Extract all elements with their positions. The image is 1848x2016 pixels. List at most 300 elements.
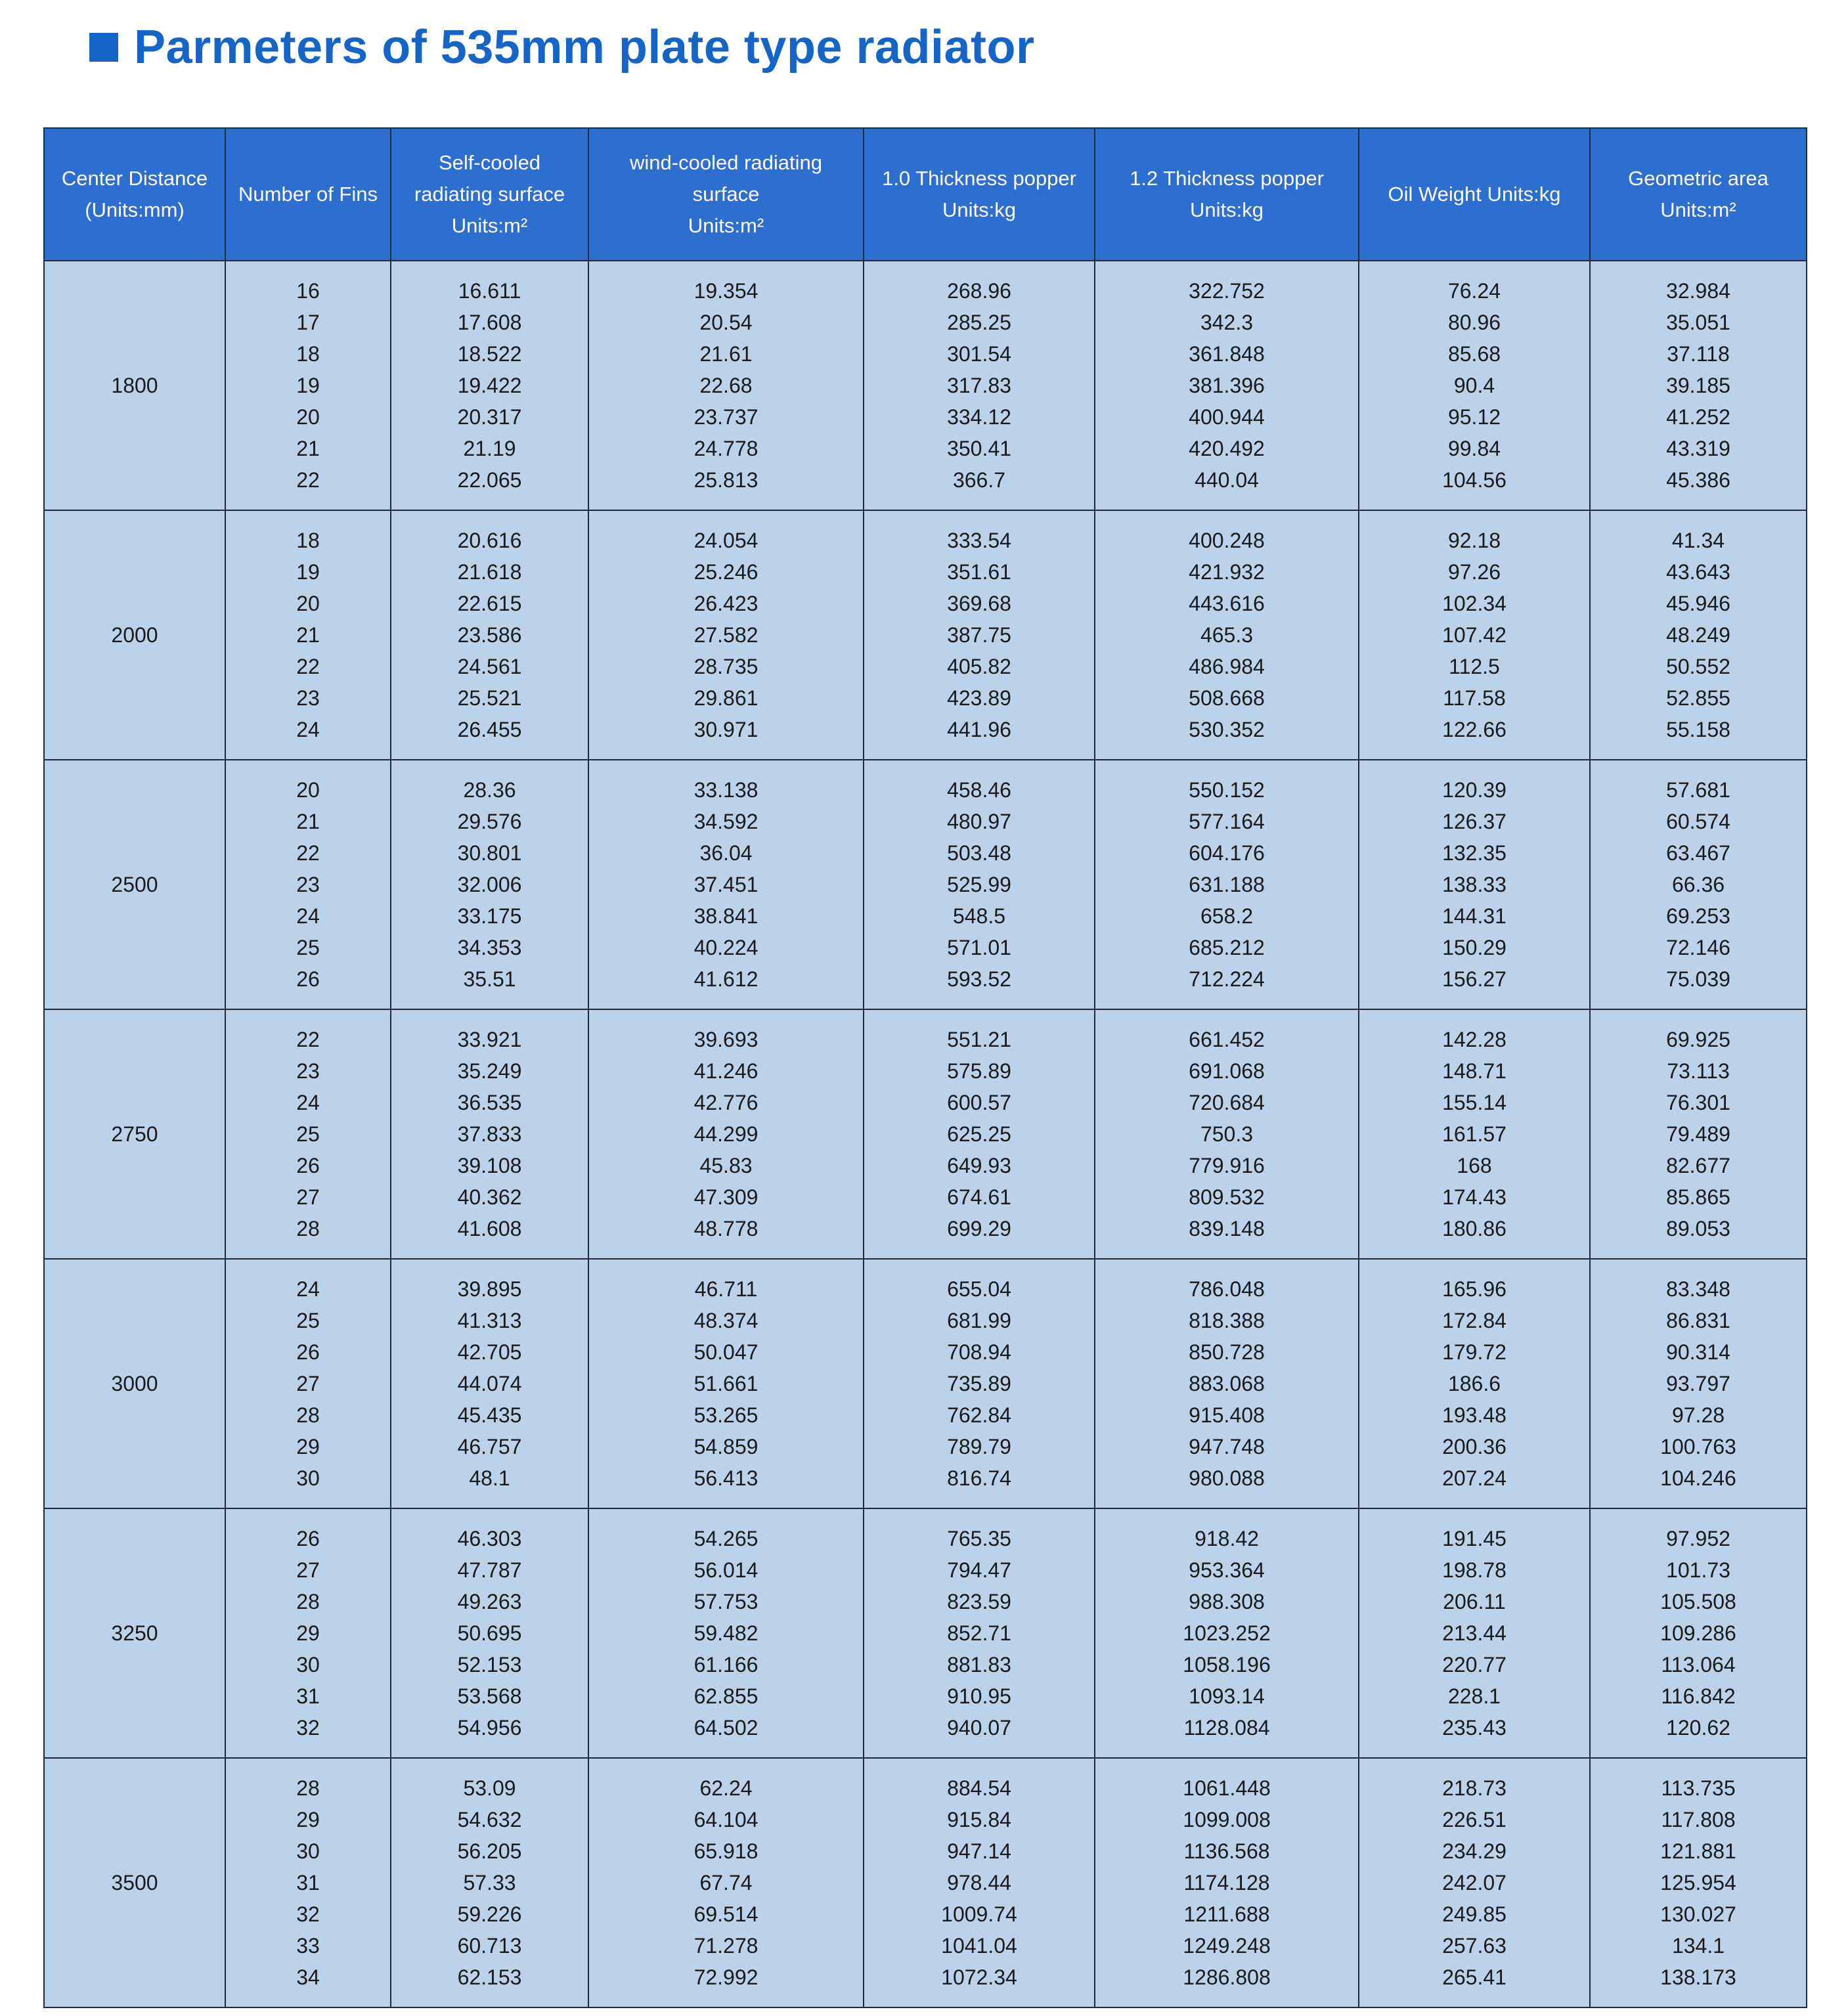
value: 978.44	[947, 1871, 1011, 1895]
oil-weight-cell	[1359, 261, 1590, 510]
value: 940.07	[947, 1716, 1011, 1740]
value: 884.54	[947, 1776, 1011, 1800]
value: 852.71	[947, 1621, 1011, 1645]
value: 915.84	[947, 1808, 1011, 1831]
value: 155.14	[1442, 1091, 1507, 1114]
value: 50.047	[693, 1340, 759, 1364]
value: 30	[296, 1653, 320, 1676]
value: 113.064	[1661, 1653, 1736, 1676]
value: 107.42	[1442, 623, 1507, 647]
value: 530.352	[1189, 718, 1265, 741]
value: 105.508	[1660, 1590, 1736, 1613]
header-line: 1.0 Thickness popper	[882, 167, 1076, 190]
value: 19.422	[457, 374, 522, 397]
value: 104.246	[1660, 1466, 1736, 1490]
value: 52.855	[1666, 686, 1730, 710]
value: 24	[296, 904, 320, 928]
value: 65.918	[693, 1839, 759, 1863]
value-list	[865, 525, 1093, 745]
value: 334.12	[947, 405, 1011, 429]
value: 18.522	[457, 342, 522, 366]
value: 883.068	[1189, 1372, 1265, 1395]
value: 720.684	[1189, 1091, 1265, 1114]
value: 317.83	[947, 374, 1011, 397]
value: 27.582	[693, 623, 759, 647]
value: 67.74	[699, 1871, 753, 1895]
value: 191.45	[1442, 1527, 1507, 1550]
value: 22	[296, 468, 320, 492]
value: 27	[296, 1558, 320, 1582]
value: 366.7	[952, 468, 1006, 492]
geometric-area-cell	[1590, 760, 1807, 1009]
value: 816.74	[947, 1466, 1011, 1490]
value: 20	[296, 405, 320, 429]
value: 40.362	[457, 1185, 522, 1209]
value: 48.1	[469, 1466, 510, 1490]
value: 333.54	[947, 529, 1011, 552]
value: 50.695	[457, 1621, 522, 1645]
center-distance-cell: 2000	[44, 510, 225, 760]
value: 62.24	[699, 1776, 753, 1800]
value: 82.677	[1666, 1154, 1730, 1177]
value: 750.3	[1200, 1122, 1254, 1146]
value: 242.07	[1442, 1871, 1507, 1895]
value: 23	[296, 873, 320, 896]
value: 20.54	[699, 311, 753, 334]
self-cooled-cell	[391, 1508, 588, 1758]
value: 69.253	[1666, 904, 1730, 928]
value: 156.27	[1442, 967, 1507, 991]
center-distance-cell: 2500	[44, 760, 225, 1009]
value: 24	[296, 718, 320, 741]
value: 76.301	[1666, 1091, 1730, 1114]
geometric-area-cell	[1590, 1009, 1807, 1259]
value: 235.43	[1442, 1716, 1507, 1740]
value: 41.313	[457, 1309, 522, 1332]
value: 655.04	[947, 1277, 1011, 1301]
value: 658.2	[1200, 904, 1254, 928]
value-list	[227, 275, 389, 496]
value: 26	[296, 967, 320, 991]
header-line: Units:kg	[942, 198, 1016, 221]
self-cooled-cell	[391, 1758, 588, 2007]
value: 322.752	[1189, 279, 1265, 303]
self-cooled-header	[391, 128, 588, 261]
value-list	[227, 1273, 389, 1494]
value: 850.728	[1189, 1340, 1265, 1364]
value: 41.252	[1666, 405, 1730, 429]
value: 32	[296, 1902, 320, 1926]
value: 21	[296, 623, 320, 647]
fins-cell	[225, 1259, 391, 1508]
value-list	[1591, 1523, 1805, 1743]
value: 779.916	[1189, 1154, 1265, 1177]
value: 86.831	[1666, 1309, 1730, 1332]
value: 26	[296, 1340, 320, 1364]
wind-cooled-cell	[588, 261, 864, 510]
value: 75.039	[1666, 967, 1730, 991]
value-list	[392, 774, 587, 995]
wind-cooled-cell	[588, 1009, 864, 1259]
value: 59.226	[457, 1902, 522, 1926]
value: 218.73	[1442, 1776, 1507, 1800]
value: 268.96	[947, 279, 1011, 303]
value-list	[392, 275, 587, 496]
value: 37.833	[457, 1122, 522, 1146]
value: 423.89	[947, 686, 1011, 710]
value: 36.04	[699, 841, 753, 865]
value: 1093.14	[1189, 1684, 1265, 1708]
value: 685.212	[1189, 936, 1265, 959]
center-distance-header	[44, 128, 225, 261]
center-distance-cell: 1800	[44, 261, 225, 510]
oil-weight-cell	[1359, 510, 1590, 760]
value: 818.388	[1189, 1309, 1265, 1332]
value: 45.435	[457, 1403, 522, 1427]
value: 228.1	[1447, 1684, 1501, 1708]
value: 20	[296, 778, 320, 802]
value: 62.855	[693, 1684, 759, 1708]
value: 20.616	[457, 529, 522, 552]
value: 90.314	[1666, 1340, 1730, 1364]
value: 41.612	[693, 967, 759, 991]
value: 198.78	[1442, 1558, 1507, 1582]
value: 19	[296, 374, 320, 397]
value: 28	[296, 1217, 320, 1240]
value: 57.33	[463, 1871, 516, 1895]
value: 809.532	[1189, 1185, 1265, 1209]
header-line: (Units:mm)	[85, 198, 185, 221]
value: 22	[296, 655, 320, 678]
page-title	[89, 14, 1035, 80]
value: 73.113	[1667, 1059, 1730, 1083]
self-cooled-cell	[391, 1009, 588, 1259]
value: 63.467	[1666, 841, 1730, 865]
value: 35.249	[457, 1059, 522, 1083]
value: 117.58	[1443, 686, 1506, 710]
value: 18	[296, 342, 320, 366]
value: 26	[296, 1527, 320, 1550]
value: 27	[296, 1372, 320, 1395]
value: 29.861	[693, 686, 759, 710]
value: 22	[296, 1028, 320, 1051]
value: 794.47	[947, 1558, 1011, 1582]
value: 37.118	[1667, 342, 1730, 366]
value: 72.146	[1666, 936, 1730, 959]
value: 39.693	[693, 1028, 759, 1051]
header-line: Number of Fins	[238, 183, 378, 206]
value-list	[590, 1024, 862, 1244]
value: 150.29	[1442, 936, 1507, 959]
table-row	[44, 1508, 1807, 1758]
value: 207.24	[1442, 1466, 1507, 1490]
value: 29	[296, 1808, 320, 1831]
value-list	[227, 1772, 389, 1993]
geometric-area-cell	[1590, 510, 1807, 760]
wind-cooled-cell	[588, 1508, 864, 1758]
value: 39.185	[1666, 374, 1730, 397]
header-line: surface	[692, 183, 760, 206]
value: 691.068	[1189, 1059, 1265, 1083]
oil-weight-header	[1359, 128, 1590, 261]
value: 24.778	[693, 437, 759, 460]
value: 112.5	[1449, 655, 1500, 678]
value: 31	[296, 1684, 320, 1708]
value: 39.108	[457, 1154, 522, 1177]
title-square-bullet	[89, 33, 118, 62]
value: 17.608	[457, 311, 522, 334]
value-list	[590, 275, 862, 496]
value: 25.813	[693, 468, 759, 492]
header-line: radiating surface	[414, 183, 565, 206]
value: 33.921	[457, 1028, 522, 1051]
value: 95.12	[1447, 405, 1501, 429]
value: 1249.248	[1183, 1934, 1271, 1958]
value: 301.54	[947, 342, 1011, 366]
value: 179.72	[1442, 1340, 1507, 1364]
value: 53.568	[457, 1684, 522, 1708]
value: 206.11	[1443, 1590, 1506, 1613]
value: 249.85	[1442, 1902, 1507, 1926]
table-row	[44, 1259, 1807, 1508]
value: 34.592	[693, 810, 759, 833]
value: 674.61	[947, 1185, 1011, 1209]
thickness-1-2-cell	[1095, 1758, 1359, 2007]
value: 25	[296, 1309, 320, 1332]
value-list	[1096, 1523, 1357, 1743]
value: 113.735	[1661, 1776, 1736, 1800]
value: 24	[296, 1277, 320, 1301]
thickness-1-2-header	[1095, 128, 1359, 261]
value: 712.224	[1189, 967, 1265, 991]
value: 786.048	[1189, 1277, 1265, 1301]
value-list	[865, 774, 1093, 995]
value: 20	[296, 592, 320, 615]
value: 486.984	[1189, 655, 1265, 678]
value: 117.808	[1661, 1808, 1736, 1831]
value: 649.93	[947, 1154, 1011, 1177]
value: 41.608	[457, 1217, 522, 1240]
value: 97.26	[1447, 560, 1501, 584]
value: 443.616	[1189, 592, 1265, 615]
value: 22.68	[699, 374, 753, 397]
value: 405.82	[947, 655, 1011, 678]
value: 46.711	[694, 1277, 758, 1301]
geometric-area-cell	[1590, 1508, 1807, 1758]
value: 56.205	[457, 1839, 522, 1863]
thickness-1-0-cell	[864, 760, 1095, 1009]
value: 97.952	[1666, 1527, 1730, 1550]
value: 19.354	[693, 279, 759, 303]
value-list	[1591, 1273, 1805, 1494]
value: 577.164	[1189, 810, 1265, 833]
wind-cooled-header	[588, 128, 864, 261]
value: 30.801	[457, 841, 522, 865]
value: 29	[296, 1435, 320, 1458]
value: 85.865	[1666, 1185, 1730, 1209]
value: 548.5	[952, 904, 1006, 928]
value-list	[227, 1024, 389, 1244]
header-line: wind-cooled radiating	[630, 151, 822, 174]
value: 60.713	[457, 1934, 522, 1958]
value: 97.28	[1671, 1403, 1725, 1427]
value: 420.492	[1189, 437, 1265, 460]
value: 30.971	[693, 718, 759, 741]
value: 735.89	[947, 1372, 1011, 1395]
value: 18	[296, 529, 320, 552]
value: 62.153	[457, 1965, 522, 1989]
thickness-1-0-header	[864, 128, 1095, 261]
value: 34.353	[457, 936, 522, 959]
value: 257.63	[1442, 1934, 1507, 1958]
thickness-1-2-cell	[1095, 1259, 1359, 1508]
value: 29.576	[457, 810, 522, 833]
value: 122.66	[1442, 718, 1507, 741]
value: 22	[296, 841, 320, 865]
thickness-1-2-cell	[1095, 760, 1359, 1009]
value-list	[227, 1523, 389, 1743]
value: 100.763	[1660, 1435, 1736, 1458]
value: 503.48	[947, 841, 1011, 865]
value: 604.176	[1189, 841, 1265, 865]
value-list	[1096, 1024, 1357, 1244]
value: 104.56	[1442, 468, 1507, 492]
value: 36.535	[457, 1091, 522, 1114]
value-list	[1591, 1772, 1805, 1993]
value: 125.954	[1660, 1871, 1736, 1895]
value: 134.1	[1671, 1934, 1725, 1958]
radiator-parameters-table	[43, 127, 1807, 2008]
value: 32.006	[457, 873, 522, 896]
value: 120.62	[1666, 1716, 1730, 1740]
value: 21	[296, 810, 320, 833]
value: 947.748	[1189, 1435, 1265, 1458]
value: 20.317	[457, 405, 522, 429]
value-list	[392, 1273, 587, 1494]
value: 220.77	[1442, 1653, 1507, 1676]
value: 708.94	[947, 1340, 1011, 1364]
fins-cell	[225, 510, 391, 760]
value: 35.051	[1666, 311, 1730, 334]
value: 99.84	[1447, 437, 1501, 460]
center-distance-cell: 3000	[44, 1259, 225, 1508]
value: 165.96	[1442, 1277, 1507, 1301]
value: 54.632	[457, 1808, 522, 1831]
value-list	[590, 1273, 862, 1494]
value: 44.299	[693, 1122, 759, 1146]
thickness-1-2-cell	[1095, 1508, 1359, 1758]
value: 174.43	[1442, 1185, 1507, 1209]
thickness-1-0-cell	[864, 1259, 1095, 1508]
value: 57.753	[693, 1590, 759, 1613]
header-line: Units:kg	[1190, 198, 1264, 221]
value: 64.104	[693, 1808, 759, 1831]
value: 52.153	[457, 1653, 522, 1676]
self-cooled-cell	[391, 261, 588, 510]
value: 381.396	[1189, 374, 1265, 397]
value: 43.643	[1666, 560, 1730, 584]
value: 37.451	[693, 873, 759, 896]
value: 1286.808	[1183, 1965, 1271, 1989]
value: 226.51	[1442, 1808, 1507, 1831]
value: 41.34	[1671, 529, 1725, 552]
value: 22.065	[457, 468, 522, 492]
value: 600.57	[947, 1091, 1011, 1114]
value: 26.423	[693, 592, 759, 615]
header-line: Units:m²	[1660, 198, 1736, 221]
wind-cooled-cell	[588, 1758, 864, 2007]
value: 25.521	[457, 686, 522, 710]
value: 69.925	[1666, 1028, 1730, 1051]
wind-cooled-cell	[588, 1259, 864, 1508]
value: 35.51	[463, 967, 516, 991]
value: 918.42	[1195, 1527, 1259, 1550]
value: 25.246	[693, 560, 759, 584]
value-list	[865, 1273, 1093, 1494]
value: 22.615	[457, 592, 522, 615]
value: 508.668	[1189, 686, 1265, 710]
value: 116.842	[1661, 1684, 1736, 1708]
value: 30	[296, 1466, 320, 1490]
table-row	[44, 510, 1807, 760]
value: 144.31	[1442, 904, 1507, 928]
value: 285.25	[947, 311, 1011, 334]
fins-cell	[225, 1009, 391, 1259]
value: 19	[296, 560, 320, 584]
value: 109.286	[1660, 1621, 1736, 1645]
value: 441.96	[947, 718, 1011, 741]
value: 31	[296, 1871, 320, 1895]
thickness-1-2-cell	[1095, 510, 1359, 760]
value: 32.984	[1666, 279, 1730, 303]
value-list	[227, 774, 389, 995]
table-row	[44, 1758, 1807, 2007]
value: 130.027	[1660, 1902, 1736, 1926]
value: 138.33	[1442, 873, 1507, 896]
value: 28.735	[693, 655, 759, 678]
value-list	[865, 1523, 1093, 1743]
thickness-1-2-cell	[1095, 261, 1359, 510]
value: 60.574	[1666, 810, 1730, 833]
fins-cell	[225, 1508, 391, 1758]
value: 30	[296, 1839, 320, 1863]
value-list	[1096, 1772, 1357, 1993]
value: 120.39	[1442, 778, 1507, 802]
value: 101.73	[1666, 1558, 1730, 1582]
value: 47.309	[693, 1185, 759, 1209]
value: 525.99	[947, 873, 1011, 896]
value: 59.482	[693, 1621, 759, 1645]
value: 400.944	[1189, 405, 1265, 429]
value: 881.83	[947, 1653, 1011, 1676]
value: 342.3	[1200, 311, 1254, 334]
geometric-area-header	[1590, 128, 1807, 261]
value: 21.61	[699, 342, 753, 366]
value: 38.841	[693, 904, 759, 928]
value: 121.881	[1660, 1839, 1736, 1863]
fins-cell	[225, 760, 391, 1009]
self-cooled-cell	[391, 1259, 588, 1508]
thickness-1-0-cell	[864, 1009, 1095, 1259]
value: 980.088	[1189, 1466, 1265, 1490]
value: 765.35	[947, 1527, 1011, 1550]
value: 64.502	[693, 1716, 759, 1740]
center-distance-cell: 3250	[44, 1508, 225, 1758]
value: 1211.688	[1183, 1902, 1270, 1926]
thickness-1-0-cell	[864, 510, 1095, 760]
fins-cell	[225, 261, 391, 510]
oil-weight-cell	[1359, 1758, 1590, 2007]
